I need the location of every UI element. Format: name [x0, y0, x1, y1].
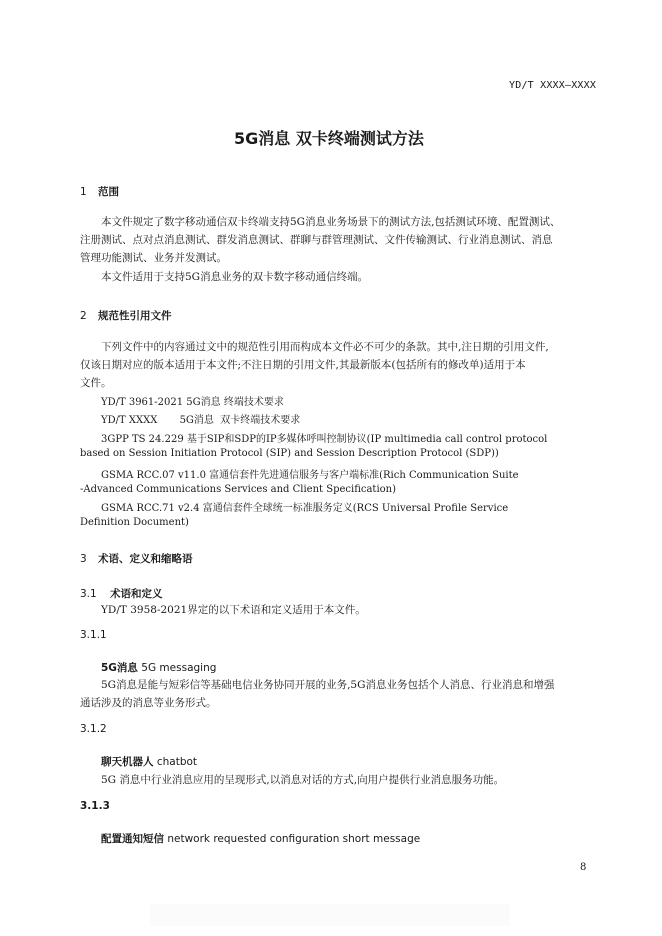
- section-number: 1: [80, 186, 87, 198]
- term-number: 3.1.1: [80, 629, 107, 641]
- normative-intro-line: 文件。: [80, 377, 112, 389]
- scope-para-line: 管理功能测试、业务并发测试。: [80, 252, 227, 264]
- footer-band: [150, 904, 510, 926]
- reference-item: GSMA RCC.07 v11.0 富通信套件先进通信服务与客户端标准(Rich Communication Suite: [101, 470, 519, 481]
- term-definition-line: 5G消息是能与短彩信等基础电信业务协同开展的业务,5G消息业务包括个人消息、行业消息和增强: [101, 679, 555, 691]
- reference-item: 3GPP TS 24.229 基于SIP和SDP的IP多媒体呼叫控制协议(IP multimedia call control protocol: [101, 434, 548, 445]
- term-heading: [101, 754, 197, 769]
- section-number: 3: [80, 553, 87, 565]
- term-heading: [101, 660, 216, 675]
- scope-applicability: 本文件适用于支持5G消息业务的双卡数字移动通信终端。: [101, 271, 369, 283]
- term-en: 5G messaging: [141, 662, 217, 674]
- subsection-title: 术语和定义: [110, 588, 163, 600]
- term-number: 3.1.3: [80, 800, 110, 812]
- reference-item: YD/T XXXX 5G消息 双卡终端技术要求: [101, 415, 301, 426]
- term-zh: 配置通知短信: [101, 833, 164, 845]
- term-definition-line: 5G 消息中行业消息应用的呈现形式,以消息对话的方式,向用户提供行业消息服务功能。: [101, 774, 505, 786]
- section-number: 2: [80, 310, 87, 322]
- reference-item: YD/T 3961-2021 5G消息 终端技术要求: [101, 397, 284, 408]
- document-title: 5G消息 双卡终端测试方法: [234, 129, 424, 148]
- term-number: 3.1.2: [80, 723, 107, 735]
- term-en: chatbot: [156, 756, 198, 768]
- section-3-heading: [80, 551, 193, 566]
- term-en: network requested configuration short message: [167, 833, 421, 845]
- reference-item-continued: based on Session Initiation Protocol (SIP) and Session Description Protocol (SDP)): [80, 448, 499, 459]
- page-number: 8: [580, 862, 587, 873]
- subsection-3-1-heading: [80, 586, 163, 601]
- term-zh: 聊天机器人: [101, 756, 154, 768]
- term-zh: 5G消息: [101, 662, 138, 674]
- normative-intro-line: 仅该日期对应的版本适用于本文件;不注日期的引用文件,其最新版本(包括所有的修改单)适用于本: [80, 359, 526, 371]
- section-title: 术语、定义和缩略语: [98, 553, 193, 565]
- term-heading: [101, 831, 420, 846]
- standard-code: YD/T XXXX—XXXX: [509, 80, 597, 91]
- section-title: 范围: [98, 186, 119, 198]
- section-2-heading: [80, 308, 172, 323]
- reference-item-continued: Definition Document): [80, 517, 189, 528]
- section-1-heading: [80, 184, 119, 199]
- reference-item-continued: -Advanced Communications Services and Client Specification): [80, 484, 397, 495]
- term-definition-line: 通话涉及的消息等业务形式。: [80, 697, 217, 709]
- scope-para-line: 本文件规定了数字移动通信双卡终端支持5G消息业务场景下的测试方法,包括测试环境、配置测试、: [101, 216, 561, 228]
- section-title: 规范性引用文件: [98, 310, 172, 322]
- normative-intro-line: 下列文件中的内容通过文中的规范性引用而构成本文件必不可少的条款。其中,注日期的引用文件,: [101, 341, 549, 353]
- subsection-number: 3.1: [80, 588, 97, 600]
- terms-intro: YD/T 3958-2021界定的以下术语和定义适用于本文件。: [101, 604, 366, 616]
- reference-item: GSMA RCC.71 v2.4 富通信套件全球统一标准服务定义(RCS Universal Profile Service: [101, 503, 509, 514]
- scope-para-line: 注册测试、点对点消息测试、群发消息测试、群聊与群管理测试、文件传输测试、行业消息测试、消息: [80, 234, 553, 246]
